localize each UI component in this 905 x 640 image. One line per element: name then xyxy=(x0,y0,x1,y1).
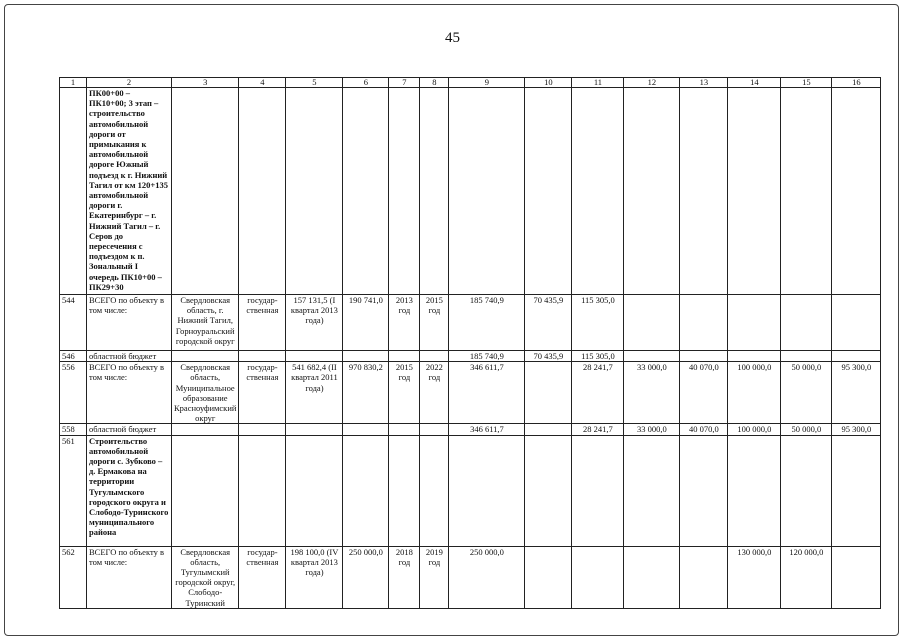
header-cell-7: 7 xyxy=(389,78,420,88)
table-cell: 115 305,0 xyxy=(572,295,624,351)
table-cell xyxy=(420,88,449,295)
table-cell xyxy=(572,546,624,608)
table-cell: 40 070,0 xyxy=(680,424,728,435)
table-row xyxy=(60,435,881,546)
table-cell: 70 435,9 xyxy=(525,351,572,362)
header-cell-3: 3 xyxy=(172,78,239,88)
table-cell: 28 241,7 xyxy=(572,424,624,435)
table-cell xyxy=(832,295,881,351)
table-cell xyxy=(389,424,420,435)
table-cell: 250 000,0 xyxy=(449,546,525,608)
table-cell xyxy=(389,88,420,295)
header-cell-9: 9 xyxy=(449,78,525,88)
table-cell: 33 000,0 xyxy=(624,362,680,424)
header-cell-6: 6 xyxy=(343,78,389,88)
table-cell xyxy=(624,295,680,351)
table-cell xyxy=(781,435,832,546)
table-cell: государ-ственная xyxy=(239,362,286,424)
table-cell: 556 xyxy=(60,362,87,424)
table-cell: 185 740,9 xyxy=(449,351,525,362)
table-cell xyxy=(525,546,572,608)
table-cell: 346 611,7 xyxy=(449,362,525,424)
table-cell: 541 682,4 (II квартал 2011 года) xyxy=(286,362,343,424)
table-cell xyxy=(525,362,572,424)
table-cell xyxy=(728,435,781,546)
table-cell xyxy=(680,546,728,608)
table-row xyxy=(60,88,881,295)
table-cell: 561 xyxy=(60,435,87,546)
table-cell: 185 740,9 xyxy=(449,295,525,351)
table-cell: 562 xyxy=(60,546,87,608)
header-cell-13: 13 xyxy=(680,78,728,88)
table-cell: 970 830,2 xyxy=(343,362,389,424)
table-cell: ПК00+00 – ПК10+00; 3 этап – строительство автомобильной дороги от примыкания к автомобильной дороге Южный подъезд к г. Нижний Тагил от км 120+135 автомобильной дороги г. Екатеринбург – г. Нижний Тагил – г. Серов до пересечения с подъездом к п. Зональный I очередь ПК10+00 – ПК29+30 xyxy=(87,88,172,295)
table-cell: 2015 год xyxy=(389,362,420,424)
table-cell: 40 070,0 xyxy=(680,362,728,424)
table-cell: государ-ственная xyxy=(239,295,286,351)
table-cell xyxy=(172,88,239,295)
table-cell xyxy=(525,435,572,546)
table-cell xyxy=(239,351,286,362)
table-cell xyxy=(286,88,343,295)
table-cell xyxy=(680,295,728,351)
table-cell xyxy=(624,546,680,608)
table-row xyxy=(60,362,881,424)
table-cell: 546 xyxy=(60,351,87,362)
page-number: 45 xyxy=(445,30,460,46)
table-cell xyxy=(525,424,572,435)
table-cell xyxy=(525,88,572,295)
table-cell: 100 000,0 xyxy=(728,362,781,424)
table-cell xyxy=(239,88,286,295)
table-cell: 250 000,0 xyxy=(343,546,389,608)
investment-table xyxy=(59,77,881,609)
header-cell-1: 1 xyxy=(60,78,87,88)
table-cell: 2018 год xyxy=(389,546,420,608)
table-cell xyxy=(781,295,832,351)
table-cell: государ-ственная xyxy=(239,546,286,608)
header-cell-12: 12 xyxy=(624,78,680,88)
table-cell: областной бюджет xyxy=(87,351,172,362)
table-cell: 120 000,0 xyxy=(781,546,832,608)
table-cell xyxy=(343,435,389,546)
table-cell: 50 000,0 xyxy=(781,424,832,435)
table-cell xyxy=(449,435,525,546)
header-cell-4: 4 xyxy=(239,78,286,88)
table-cell xyxy=(832,88,881,295)
table-cell xyxy=(420,351,449,362)
table-cell: 2015 год xyxy=(420,295,449,351)
table-row xyxy=(60,424,881,435)
table-cell xyxy=(343,424,389,435)
table-row xyxy=(60,351,881,362)
table-cell xyxy=(343,351,389,362)
table-cell xyxy=(389,435,420,546)
table-cell xyxy=(728,88,781,295)
table-cell: областной бюджет xyxy=(87,424,172,435)
table-cell: Свердловская область, г. Нижний Тагил, Горноуральский городской округ xyxy=(172,295,239,351)
table-cell xyxy=(680,88,728,295)
table-cell xyxy=(680,351,728,362)
table-cell: 28 241,7 xyxy=(572,362,624,424)
table-cell: 33 000,0 xyxy=(624,424,680,435)
table-row xyxy=(60,546,881,608)
header-cell-8: 8 xyxy=(420,78,449,88)
table-cell xyxy=(624,351,680,362)
table-cell xyxy=(624,88,680,295)
table-cell xyxy=(680,435,728,546)
table-row xyxy=(60,295,881,351)
table-cell xyxy=(572,435,624,546)
table-cell xyxy=(781,88,832,295)
table-cell xyxy=(420,424,449,435)
table-cell: 190 741,0 xyxy=(343,295,389,351)
table-cell: 70 435,9 xyxy=(525,295,572,351)
table-cell: 157 131,5 (I квартал 2013 года) xyxy=(286,295,343,351)
table-cell: 115 305,0 xyxy=(572,351,624,362)
header-cell-5: 5 xyxy=(286,78,343,88)
table-cell xyxy=(60,88,87,295)
table-cell: Свердловская область, Тугулымский городской округ, Слободо-Туринский xyxy=(172,546,239,608)
table-cell: 95 300,0 xyxy=(832,362,881,424)
table-cell xyxy=(572,88,624,295)
table-cell: ВСЕГО по объекту в том числе: xyxy=(87,362,172,424)
table-cell: 2019 год xyxy=(420,546,449,608)
table-cell xyxy=(624,435,680,546)
header-cell-10: 10 xyxy=(525,78,572,88)
table-cell: 95 300,0 xyxy=(832,424,881,435)
header-cell-16: 16 xyxy=(832,78,881,88)
table-cell: 544 xyxy=(60,295,87,351)
table-cell: 100 000,0 xyxy=(728,424,781,435)
table-cell xyxy=(172,351,239,362)
table-cell xyxy=(239,435,286,546)
table-cell xyxy=(832,435,881,546)
header-cell-14: 14 xyxy=(728,78,781,88)
table-cell: Строительство автомобильной дороги с. Зубково – д. Ермакова на территории Тугулымского городского округа и Слободо-Туринского муниципального района xyxy=(87,435,172,546)
header-row xyxy=(60,78,881,88)
table-cell xyxy=(286,435,343,546)
table-cell: 130 000,0 xyxy=(728,546,781,608)
table-cell xyxy=(728,295,781,351)
table-cell xyxy=(389,351,420,362)
table-cell xyxy=(172,435,239,546)
table-cell xyxy=(449,88,525,295)
table-cell xyxy=(832,546,881,608)
table-cell: ВСЕГО по объекту в том числе: xyxy=(87,295,172,351)
table-cell xyxy=(781,351,832,362)
table-cell: 2013 год xyxy=(389,295,420,351)
table-cell: Свердловская область, Муниципальное образование Красноуфимский округ xyxy=(172,362,239,424)
header-cell-2: 2 xyxy=(87,78,172,88)
table-cell: 50 000,0 xyxy=(781,362,832,424)
table-cell xyxy=(286,424,343,435)
table-cell xyxy=(832,351,881,362)
table-cell xyxy=(286,351,343,362)
table-cell xyxy=(728,351,781,362)
table-cell xyxy=(172,424,239,435)
table-cell: 346 611,7 xyxy=(449,424,525,435)
table-cell: 198 100,0 (IV квартал 2013 года) xyxy=(286,546,343,608)
header-cell-11: 11 xyxy=(572,78,624,88)
table-cell xyxy=(239,424,286,435)
table-cell xyxy=(343,88,389,295)
header-cell-15: 15 xyxy=(781,78,832,88)
table-cell: 558 xyxy=(60,424,87,435)
table-cell xyxy=(420,435,449,546)
table-cell: ВСЕГО по объекту в том числе: xyxy=(87,546,172,608)
table-cell: 2022 год xyxy=(420,362,449,424)
